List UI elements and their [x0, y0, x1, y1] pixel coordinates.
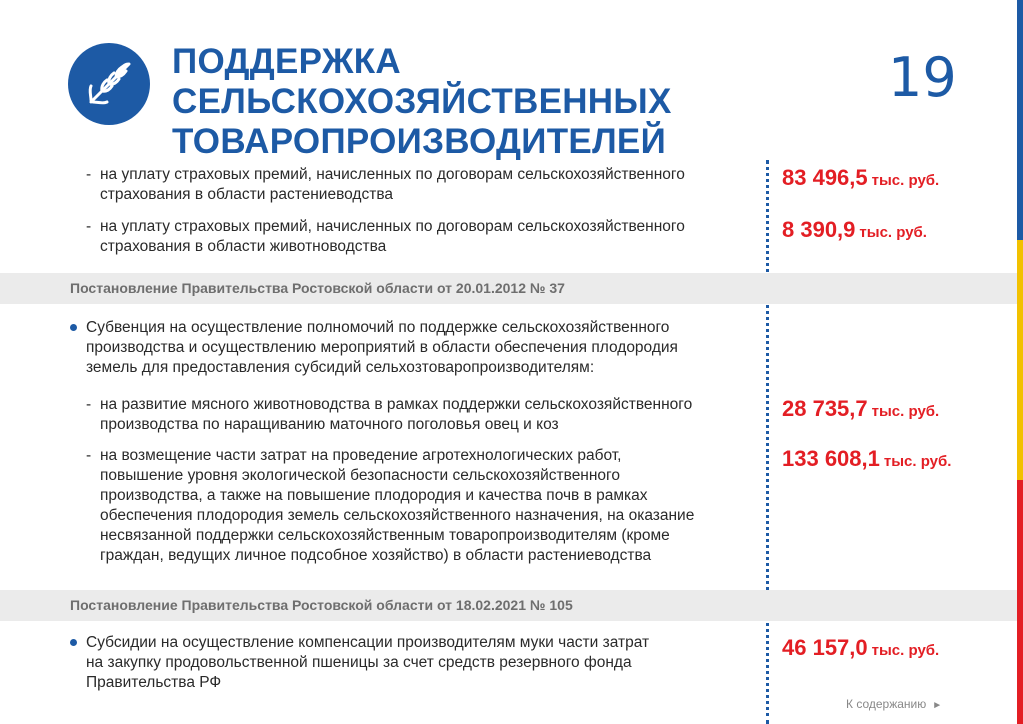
item-text — [100, 395, 692, 435]
item-text — [100, 217, 685, 257]
wheat-icon — [83, 58, 135, 110]
amount-number: 28 735,7 — [782, 396, 868, 421]
dash-marker: - — [86, 218, 92, 235]
amount-value — [782, 217, 927, 243]
amount-value — [782, 446, 951, 472]
dash-marker: - — [86, 396, 92, 413]
item-line: на развитие мясного животноводства в рамках поддержки сельскохозяйственного — [100, 396, 693, 413]
item-line: на закупку продовольственной пшеницы за счет средств резервного фонда — [86, 654, 632, 671]
item-line: повышение уровня экологической безопасности сельскохозяйственного — [100, 467, 620, 484]
item-line: страхования в области растениеводства — [100, 186, 393, 203]
amount-unit: тыс. руб. — [859, 224, 927, 241]
amount-unit: тыс. руб. — [871, 642, 940, 659]
page-number: 19 — [888, 46, 957, 109]
subsidy-text — [86, 633, 649, 693]
amount-value — [782, 635, 939, 661]
amount-unit: тыс. руб. — [871, 403, 940, 420]
amount-value — [782, 396, 939, 422]
item-line: Субсидии на осуществление компенсации производителям муки части затрат — [86, 634, 650, 651]
item-line: обеспечения плодородия земель сельскохозяйственного назначения, на оказание — [100, 507, 695, 524]
item-line: производства по наращиванию маточного поголовья овец и коз — [100, 416, 559, 433]
item-text — [100, 446, 694, 566]
side-strip-red — [1017, 480, 1023, 724]
regulation-title: Постановление Правительства Ростовской области от 20.01.2012 № 37 — [70, 280, 565, 296]
amount-number: 8 390,9 — [782, 217, 856, 242]
page-title — [172, 42, 872, 162]
item-line: граждан, ведущих личное подсобное хозяйство) в области растениеводства — [100, 547, 652, 564]
item-line: Правительства РФ — [86, 674, 222, 691]
dash-marker: - — [86, 166, 92, 183]
arrow-right-icon[interactable]: ► — [932, 700, 943, 711]
amount-number: 46 157,0 — [782, 635, 868, 660]
regulation-title: Постановление Правительства Ростовской области от 18.02.2021 № 105 — [70, 597, 573, 613]
page-title-line1: ПОДДЕРЖКА СЕЛЬСКОХОЗЯЙСТВЕННЫХ — [172, 42, 672, 121]
bullet-icon — [70, 639, 77, 646]
regulation-band — [0, 590, 1017, 621]
dash-marker: - — [86, 447, 92, 464]
item-line: на уплату страховых премий, начисленных по договорам сельскохозяйственного — [100, 218, 685, 235]
amount-unit: тыс. руб. — [883, 453, 952, 470]
regulation-band — [0, 273, 1017, 304]
section-logo — [68, 43, 150, 125]
item-line: производства и осуществлению мероприятий в области обеспечения плодородия — [86, 339, 678, 356]
toc-link[interactable] — [846, 697, 942, 711]
item-line: производства, а также на повышение плодородия и качества почв в рамках — [100, 487, 648, 504]
item-line: земель для предоставления субсидий сельхозтоваропроизводителям: — [86, 359, 595, 376]
item-line: на возмещение части затрат на проведение агротехнологических работ, — [100, 447, 622, 464]
amount-unit: тыс. руб. — [871, 172, 940, 189]
subvention-text — [86, 318, 678, 378]
item-line: Субвенция на осуществление полномочий по поддержке сельскохозяйственного — [86, 319, 670, 336]
bullet-icon — [70, 324, 77, 331]
side-strip-blue — [1017, 0, 1023, 240]
page-title-line2: ТОВАРОПРОИЗВОДИТЕЛЕЙ — [172, 122, 667, 161]
toc-label[interactable]: К содержанию — [846, 697, 927, 711]
amount-value — [782, 165, 939, 191]
side-strip-yellow — [1017, 240, 1023, 480]
item-line: страхования в области животноводства — [100, 238, 387, 255]
column-divider — [766, 160, 769, 724]
item-line: на уплату страховых премий, начисленных по договорам сельскохозяйственного — [100, 166, 685, 183]
amount-number: 83 496,5 — [782, 165, 868, 190]
item-line: несвязанной поддержки сельскохозяйственным товаропроизводителям (кроме — [100, 527, 670, 544]
item-text — [100, 165, 685, 205]
amount-number: 133 608,1 — [782, 446, 880, 471]
